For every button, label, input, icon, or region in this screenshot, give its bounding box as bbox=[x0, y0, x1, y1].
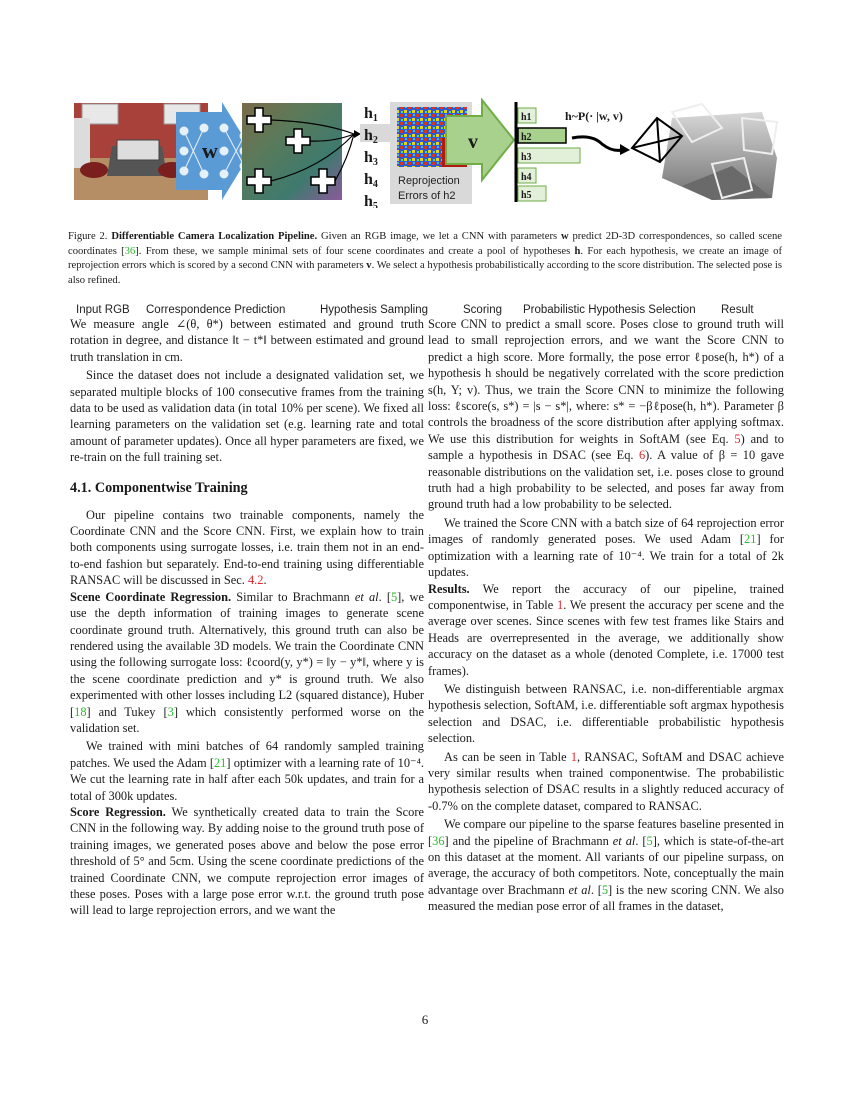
citation-link[interactable]: 5 bbox=[646, 833, 653, 848]
paragraph: We trained with mini batches of 64 randomly sampled training patches. We used the Adam [21] optimizer with a learning rate of 10⁻⁴. We cut the learning rate in half after each 50k updates, and train for a total of 300k updates. bbox=[70, 739, 424, 803]
label-hypothesis-sampling: Hypothesis Sampling bbox=[320, 304, 429, 316]
label-scoring: Scoring bbox=[463, 304, 502, 316]
svg-text:h2: h2 bbox=[521, 132, 532, 143]
paragraph-heading: Results. bbox=[428, 581, 470, 596]
right-column bbox=[428, 316, 784, 915]
svg-text:Reprojection: Reprojection bbox=[398, 175, 460, 187]
citation-link[interactable]: 36 bbox=[124, 245, 136, 257]
section-ref-link[interactable]: 4.2 bbox=[247, 573, 264, 588]
caption-title: Differentiable Camera Localization Pipeline. bbox=[111, 231, 318, 242]
svg-text:h3: h3 bbox=[364, 149, 378, 168]
table-ref-link[interactable]: 1 bbox=[570, 749, 578, 764]
paragraph: Score CNN to predict a small score. Poses close to ground truth will lead to small reprojection errors, and we want the Score CNN to predict a high score. More formally, the pose error ℓpose(h, h*) of a hypothesis h should be negatively correlated with the score prediction s(h, Y; v). Thus, we train the Score CNN to minimize the following loss: ℓscore(s, s*) = |s − s*|, where: s* = −βℓpose(h, h*). Parameter β controls the broadness of the score distribution after applying softmax. We use this distribution for weights in SoftAM (see Eq. 5) and to sample a hypothesis in DSAC (see Eq. 6). A value of β = 10 gave reasonable distributions on the validation set, i.e. poses close to ground truth had a high probability to be selected, and poses far away from ground truth had a low probability to be selected. bbox=[428, 317, 784, 512]
equation-ref-link[interactable]: 5 bbox=[734, 431, 741, 446]
citation-link[interactable]: 21 bbox=[213, 755, 227, 770]
left-column bbox=[70, 316, 424, 919]
paragraph: We distinguish between RANSAC, i.e. non-differentiable argmax hypothesis selection, SoftAM, i.e. differentiable soft argmax hypothesis selection and DSAC, i.e. differentiable probabilistic hypothesis selection. bbox=[428, 681, 784, 746]
paragraph-heading: Scene Coordinate Regression. bbox=[70, 589, 232, 604]
svg-text:h3: h3 bbox=[521, 152, 532, 163]
svg-text:v: v bbox=[468, 131, 478, 153]
label-correspondence-prediction: Correspondence Prediction bbox=[146, 304, 286, 316]
scene-coordinate-image bbox=[242, 103, 361, 200]
citation-link[interactable]: 36 bbox=[432, 833, 445, 848]
svg-text:h5: h5 bbox=[364, 193, 378, 208]
page-number: 6 bbox=[421, 1012, 429, 1027]
citation-link[interactable]: 18 bbox=[74, 704, 87, 719]
paragraph: As can be seen in Table 1, RANSAC, SoftAM and DSAC achieve very similar results when trained componentwise. The probabilistic hypothesis selection of DSAC results in a slightly reduced accuracy of -0.7% on the complete dataset, compared to RANSAC. bbox=[428, 749, 785, 813]
svg-text:h4: h4 bbox=[521, 172, 532, 183]
label-input-rgb: Input RGB bbox=[76, 304, 130, 316]
result-3d-room bbox=[632, 104, 777, 200]
svg-text:h2: h2 bbox=[364, 127, 378, 146]
citation-link[interactable]: 5 bbox=[390, 589, 398, 604]
coordinate-cnn-arrow bbox=[176, 102, 252, 200]
paragraph: We trained the Score CNN with a batch size of 64 reprojection error images of randomly generated poses. We used Adam [21] for optimization with a learning rate of 10⁻⁴. We train for a total of 2k updates. bbox=[428, 515, 785, 580]
svg-text:h4: h4 bbox=[364, 171, 378, 190]
svg-text:Errors of h2: Errors of h2 bbox=[398, 190, 456, 202]
section-heading: 4.1. Componentwise Training bbox=[70, 479, 248, 496]
paragraph: Our pipeline contains two trainable components, namely the Coordinate CNN and the Score CNN. First, we explain how to train both components using surrogate losses, i.e. train them not in an end-to-end fashion but separately. End-to-end training using differentiable RANSAC will be discussed in Sec. 4.2. bbox=[70, 507, 424, 588]
svg-text:h1: h1 bbox=[364, 105, 378, 124]
paragraph: We compare our pipeline to the sparse features baseline presented in [36] and the pipeline of Brachmann et al. [5], which is state-of-the-art on this dataset at the moment. All variants of our pipeline surpass, on average, the accuracy of both competitors. Note, conceptually the main advantage over Brachmann et al. [5] is the new scoring CNN. We also measured the median pose error of all frames in the dataset, bbox=[428, 817, 784, 914]
hypothesis-list bbox=[360, 105, 390, 208]
paragraph: Results. We report the accuracy of our pipeline, trained componentwise, in Table 1. We present the accuracy per scene and the average over scenes. Since scenes with few test frames like Stairs and Heads are overrepresented in the average, we additionally show accuracy on the dataset as a whole (denoted Complete, i.e. 17000 test frames). bbox=[428, 581, 785, 678]
paragraph: Since the dataset does not include a designated validation set, we separated multiple blocks of 100 consecutive frames from the training data to be used as validation data (in total 10% per scene). We fixed all learning parameters on the validation set (e.g. learning rate and total amount of parameter updates). Once all hyper parameters are fixed, we re-train on the full training set. bbox=[70, 368, 424, 465]
label-probabilistic-selection: Probabilistic Hypothesis Selection bbox=[523, 304, 696, 316]
svg-text:h5: h5 bbox=[521, 190, 532, 201]
selection-formula: h~P(· |w, v) bbox=[565, 109, 623, 123]
svg-text:h1: h1 bbox=[521, 112, 532, 123]
citation-link[interactable]: 3 bbox=[167, 704, 174, 719]
paragraph: Score Regression. We synthetically created data to train the Score CNN in the following way. By adding noise to the ground truth pose of training images, we generated poses above and below the pose error threshold of 5° and 5cm. Using the scene coordinate predictions of the trained Coordinate CNN, we compute reprojection error images of these poses. Poses with a large pose error w.r.t. the ground truth pose will lead to large reprojection errors, and we want the bbox=[70, 804, 424, 918]
svg-text:w: w bbox=[202, 138, 218, 163]
figure-caption: Figure 2. Differentiable Camera Localization Pipeline. Given an RGB image, we let a CNN with parameters w predict 2D-3D correspondences, so called scene coordinates [36]. From these, we sample minimal sets of four scene coordinates and create a pool of hypotheses h. For each hypothesis, we create an image of reprojection errors which is scored by a second CNN with parameters v. We select a hypothesis probabilistically according to the score distribution. The selected pose is also refined. bbox=[68, 231, 782, 286]
paragraph-heading: Score Regression. bbox=[70, 804, 166, 819]
paragraph: We measure angle ∠(θ, θ*) between estimated and ground truth rotation in degree, and distance ‖t − t*‖ between estimated and ground truth translation in cm. bbox=[70, 317, 424, 364]
citation-link[interactable]: 21 bbox=[744, 532, 757, 547]
citation-link[interactable]: 5 bbox=[601, 882, 609, 897]
equation-ref-link[interactable]: 6 bbox=[638, 448, 646, 463]
table-ref-link[interactable]: 1 bbox=[557, 597, 564, 612]
pipeline-diagram bbox=[72, 98, 782, 208]
paragraph: Scene Coordinate Regression. Similar to Brachmann et al. [5], we use the depth information of training images to generate scene coordinate ground truth. Alternatively, this ground truth can also be rendered using the available 3D models. We train the Coordinate CNN using the following surrogate loss: ℓcoord(y, y*) = ‖y − y*‖, where y is the scene coordinate prediction and y* is ground truth. We also experimented with other losses including L2 (squared distance), Huber [18] and Tukey [3] which consistently performed worse on the validation set. bbox=[70, 589, 424, 735]
label-result: Result bbox=[721, 304, 754, 316]
